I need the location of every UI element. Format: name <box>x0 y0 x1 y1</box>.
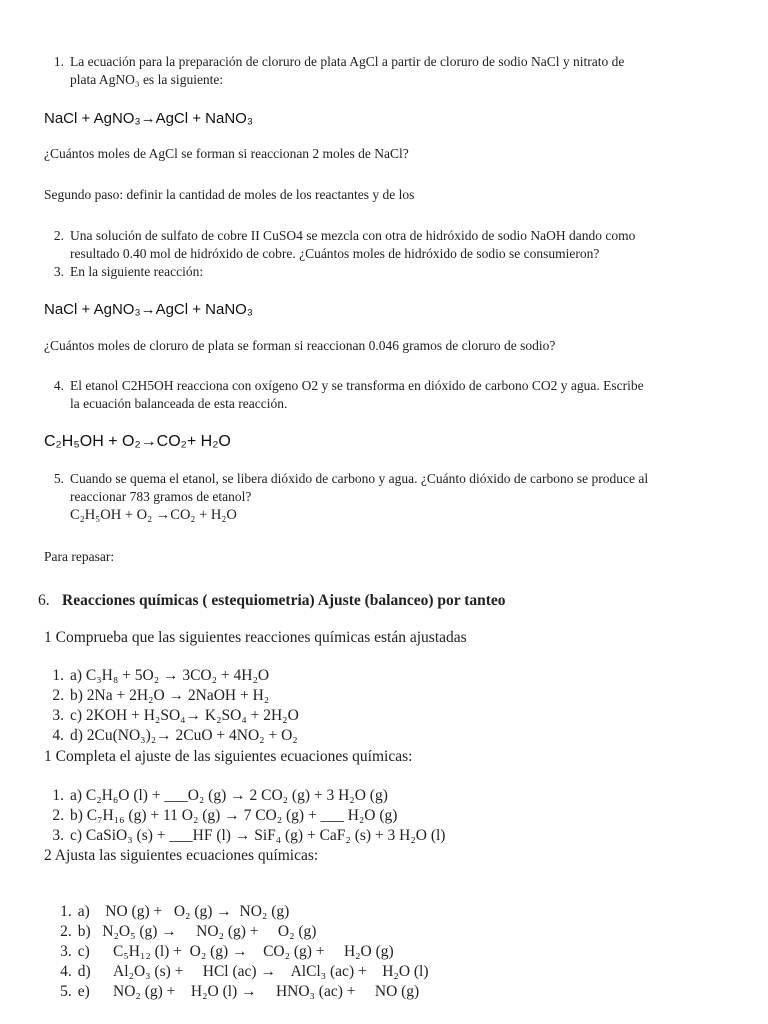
equation-2: NaCl + AgNO₃→AgCl + NaNO₃ <box>44 301 253 318</box>
balance-list-item: 1. a) NO (g) + O₂ (g) → NO₂ (g) <box>60 902 290 920</box>
check-list-item: 4. d) 2Cu(NO₃)₂→ 2CuO + 4NO₂ + O₂ <box>52 727 298 744</box>
heading-complete-balance: 1 Completa el ajuste de las siguientes ecuaciones químicas: <box>44 748 413 765</box>
item-2-line-2: resultado 0.40 mol de hidróxido de cobre. ¿Cuántos moles de hidróxido de sodio se consumieron? <box>70 246 600 261</box>
list-number: 4. <box>53 378 64 393</box>
item-4-line-2: la ecuación balanceada de esta reacción. <box>70 396 288 411</box>
heading-balance-equations: 2 Ajusta las siguientes ecuaciones químicas: <box>44 847 319 864</box>
equation-3: C₂H₅OH + O₂→CO₂+ H₂O <box>44 433 231 450</box>
balance-list-item: 4. d) Al₂O₃ (s) + HCl (ac) → AlCl₃ (ac) + H₂O (l) <box>60 962 429 980</box>
item-5-equation: C₂H₅OH + O₂ →CO₂ + H₂O <box>70 507 237 523</box>
complete-list-item: 1. a) C₂H₆O (l) + ___O₂ (g) → 2 CO₂ (g) + 3 H₂O (g) <box>52 787 388 804</box>
item-3-line-1: 3. En la siguiente reacción: <box>42 264 203 280</box>
list-number: 2. <box>53 228 64 243</box>
section-6-number: 6. <box>38 592 50 609</box>
check-list-item: 1. a) C₃H₈ + 5O₂ → 3CO₂ + 4H₂O <box>52 667 270 684</box>
heading-check-balanced: 1 Comprueba que las siguientes reacciones químicas están ajustadas <box>44 629 467 646</box>
item-1-line-2: plata AgNO₃ es la siguiente: <box>70 72 224 87</box>
list-number: 3. <box>53 264 64 279</box>
list-number: 5. <box>53 471 64 486</box>
check-list-item: 3. c) 2KOH + H₂SO₄→ K₂SO₄ + 2H₂O <box>52 707 299 724</box>
item-2-line-1: 2. Una solución de sulfato de cobre II CuSO4 se mezcla con otra de hidróxido de sodio NaOH dando como <box>42 228 635 244</box>
balance-list-item: 2. b) N₂O₅ (g) → NO₂ (g) + O₂ (g) <box>60 922 317 940</box>
item-1-line-1: 1. La ecuación para la preparación de cloruro de plata AgCl a partir de cloruro de sodio NaCl y nitrato de <box>42 54 624 70</box>
item-5-line-2: reaccionar 783 gramos de etanol? <box>70 489 252 504</box>
question-1: ¿Cuántos moles de AgCl se forman si reaccionan 2 moles de NaCl? <box>44 146 409 161</box>
check-list-item: 2. b) 2Na + 2H₂O → 2NaOH + H₂ <box>52 687 270 704</box>
second-step-text: Segundo paso: definir la cantidad de moles de los reactantes y de los <box>44 187 415 202</box>
balance-list-item: 5. e) NO₂ (g) + H₂O (l) → HNO₃ (ac) + NO (g) <box>60 982 420 1000</box>
item-4-line-1: 4. El etanol C2H5OH reacciona con oxígeno O2 y se transforma en dióxido de carbono CO2 y agua. Escribe <box>42 378 644 394</box>
equation-1: NaCl + AgNO₃→AgCl + NaNO₃ <box>44 110 253 127</box>
item-5-line-1: 5. Cuando se quema el etanol, se libera dióxido de carbono y agua. ¿Cuánto dióxido de carbono se produce al <box>42 471 648 487</box>
balance-list-item: 3. c) C₅H₁₂ (l) + O₂ (g) → CO₂ (g) + H₂O (g) <box>60 942 394 960</box>
list-number: 1. <box>53 54 64 69</box>
review-label: Para repasar: <box>44 549 115 564</box>
complete-list-item: 3. c) CaSiO₃ (s) + ___HF (l) → SiF₄ (g) + CaF₂ (s) + 3 H₂O (l) <box>52 827 446 844</box>
question-3: ¿Cuántos moles de cloruro de plata se forman si reaccionan 0.046 gramos de cloruro de sodio? <box>44 338 556 353</box>
section-6-title: 6. Reacciones químicas ( estequiometria) Ajuste (balanceo) por tanteo <box>38 592 506 609</box>
complete-list-item: 2. b) C₇H₁₆ (g) + 11 O₂ (g) → 7 CO₂ (g) + ___ H₂O (g) <box>52 807 398 824</box>
